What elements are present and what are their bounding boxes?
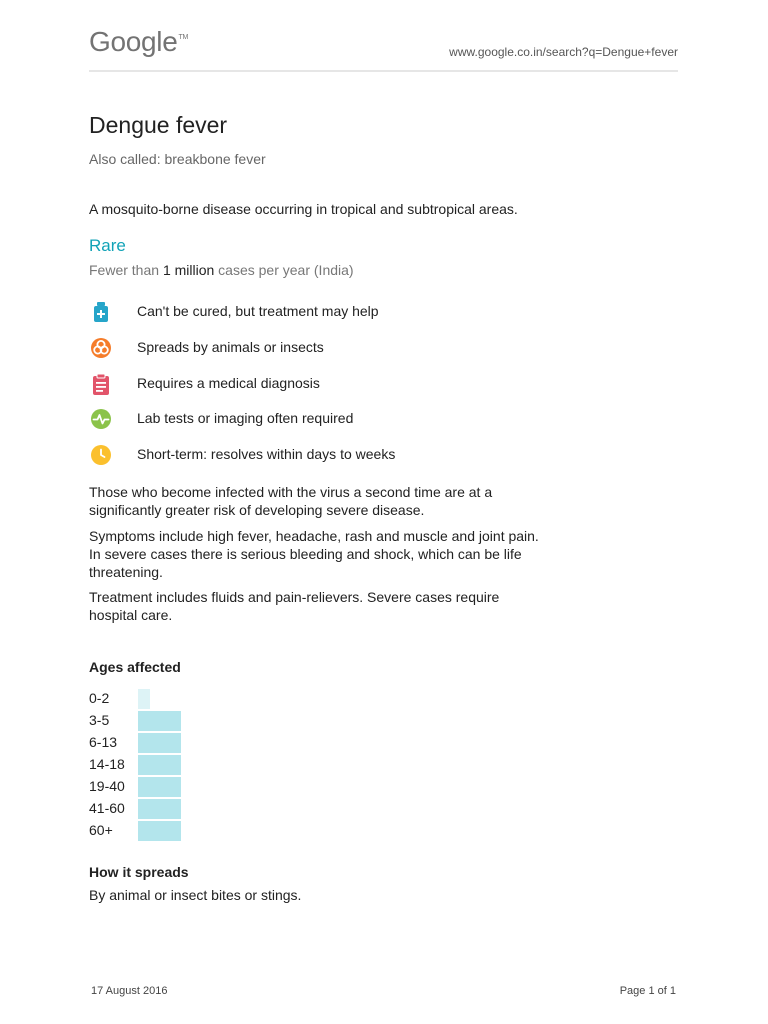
age-bar — [138, 755, 181, 775]
rarity-label: Rare — [89, 236, 126, 255]
age-row — [89, 798, 289, 820]
facts-list — [89, 296, 569, 475]
condition-description: A mosquito-borne disease occurring in tropical and subtropical areas. — [89, 201, 518, 217]
age-bar — [138, 799, 181, 819]
age-row — [89, 710, 289, 732]
page-title: Dengue fever — [89, 112, 228, 138]
age-label: 14-18 — [89, 756, 125, 772]
age-row — [89, 820, 289, 842]
age-row — [89, 754, 289, 776]
frequency-prefix: Fewer than — [89, 262, 163, 278]
fact-item-spread — [89, 332, 569, 368]
paragraph-reinfection: Those who become infected with the virus a second time are at a significantly greater risk of developing severe disease. — [89, 484, 493, 518]
fact-text: Lab tests or imaging often required — [137, 410, 354, 427]
ages-affected-chart — [89, 688, 289, 842]
logo-trademark: TM — [178, 34, 189, 41]
age-label: 3-5 — [89, 712, 110, 728]
heartbeat-icon — [89, 407, 113, 431]
how-it-spreads-heading: How it spreads — [89, 864, 189, 880]
google-logo[interactable] — [89, 26, 188, 58]
age-label: 0-2 — [89, 690, 110, 706]
frequency-value: 1 million — [162, 262, 215, 278]
frequency-suffix: cases per year (India) — [214, 262, 354, 278]
clock-icon — [89, 443, 113, 467]
fact-text: Can't be cured, but treatment may help — [137, 303, 379, 319]
age-label: 60+ — [89, 822, 113, 838]
fact-item-diagnosis — [89, 368, 569, 404]
page-url[interactable]: www.google.co.in/search?q=Dengue+fever — [449, 45, 678, 59]
fact-item-treatment — [89, 296, 569, 332]
age-bar — [138, 689, 150, 709]
age-label: 6-13 — [89, 734, 118, 750]
age-row — [89, 732, 289, 754]
ages-affected-heading: Ages affected — [89, 659, 181, 675]
footer-date: 17 August 2016 — [91, 985, 168, 997]
fact-item-lab-tests — [89, 403, 569, 439]
age-bar — [138, 733, 181, 753]
fact-text: Requires a medical diagnosis — [137, 374, 320, 391]
fact-text: Short-term: resolves within days to weeks — [137, 446, 396, 463]
age-row — [89, 776, 289, 798]
how-it-spreads-text: By animal or insect bites or stings. — [89, 887, 302, 903]
also-called: Also called: breakbone fever — [89, 151, 266, 167]
biohazard-icon — [89, 336, 113, 360]
age-label: 41-60 — [89, 800, 125, 816]
age-row — [89, 688, 289, 710]
page-header — [89, 26, 678, 72]
fact-text: Spreads by animals or insects — [137, 338, 324, 355]
footer-page-number: Page 1 of 1 — [619, 985, 676, 997]
fact-item-duration — [89, 439, 569, 475]
frequency-text — [89, 262, 354, 278]
logo-text: Google — [89, 26, 178, 57]
paragraph-treatment: Treatment includes fluids and pain-relievers. Severe cases require hospital care. — [89, 589, 500, 623]
age-label: 19-40 — [89, 778, 125, 794]
clipboard-icon — [89, 372, 113, 396]
age-bar — [138, 821, 181, 841]
medicine-bottle-icon — [89, 300, 113, 324]
age-bar — [138, 711, 181, 731]
paragraph-symptoms: Symptoms include high fever, headache, rash and muscle and joint pain. In severe cases there is serious bleeding and shock, which can be life threatening. — [89, 528, 539, 580]
age-bar — [138, 777, 181, 797]
